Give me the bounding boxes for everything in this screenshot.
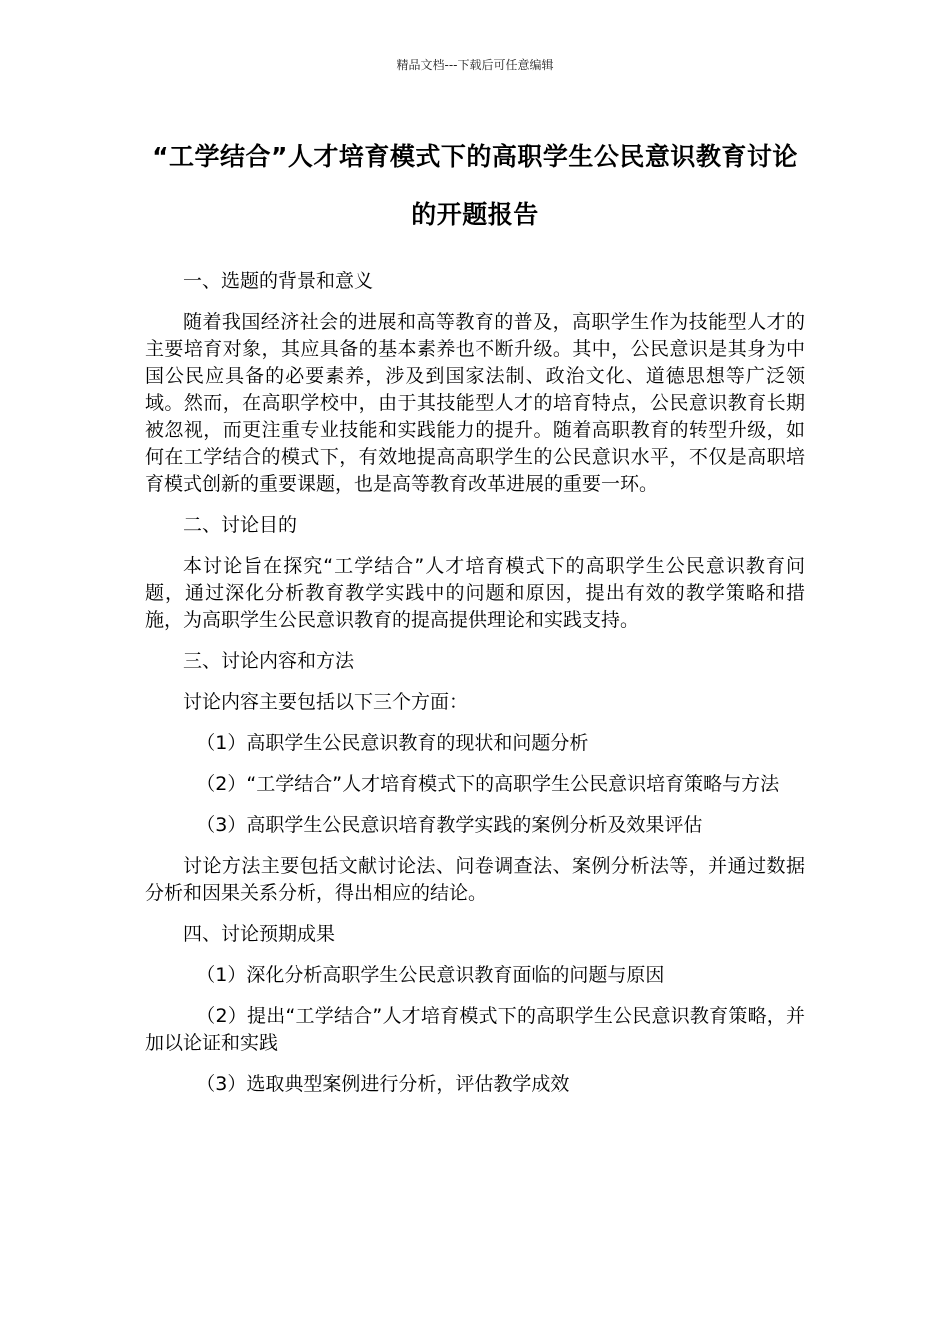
section-heading-purpose: 二、讨论目的 <box>183 514 298 536</box>
section-heading-content-method: 三、讨论内容和方法 <box>183 650 355 672</box>
list-item: （1）深化分析高职学生公民意识教育面临的问题与原因 <box>196 964 665 986</box>
document-title: “工学结合”人才培育模式下的高职学生公民意识教育讨论的开题报告 <box>152 142 798 229</box>
list-item: （2）“工学结合”人才培育模式下的高职学生公民意识培育策略与方法 <box>196 773 780 795</box>
paragraph-method: 讨论方法主要包括文献讨论法、问卷调查法、案例分析法等，并通过数据分析和因果关系分析，得出相应的结论。 <box>145 855 805 904</box>
paragraph-purpose: 本讨论旨在探究“工学结合”人才培育模式下的高职学生公民意识教育问题，通过深化分析教育教学实践中的问题和原因，提出有效的教学策略和措施，为高职学生公民意识教育的提高提供理论和实践支持。 <box>145 555 805 631</box>
section-heading-background: 一、选题的背景和意义 <box>183 270 374 292</box>
section-heading-expected-results: 四、讨论预期成果 <box>183 923 336 945</box>
paragraph-background: 随着我国经济社会的进展和高等教育的普及，高职学生作为技能型人才的主要培育对象，其应具备的基本素养也不断升级。其中，公民意识是其身为中国公民应具备的必要素养，涉及到国家法制、政治文化、道德思想等广泛领域。然而，在高职学校中，由于其技能型人才的培育特点，公民意识教育长期被忽视，而更注重专业技能和实践能力的提升。随着高职教育的转型升级，如何在工学结合的模式下，有效地提高高职学生的公民意识水平，不仅是高职培育模式创新的重要课题，也是高等教育改革进展的重要一环。 <box>145 311 805 495</box>
page-header: 精品文档---下载后可任意编辑 <box>396 58 554 72</box>
paragraph-content-intro: 讨论内容主要包括以下三个方面： <box>183 691 469 713</box>
list-item: （3）选取典型案例进行分析，评估教学成效 <box>196 1073 570 1095</box>
list-item: （3）高职学生公民意识培育教学实践的案例分析及效果评估 <box>196 814 703 836</box>
document-body <box>145 268 805 1112</box>
list-item: （2）提出“工学结合”人才培育模式下的高职学生公民意识教育策略，并加以论证和实践 <box>145 1005 805 1054</box>
list-item: （1）高职学生公民意识教育的现状和问题分析 <box>196 732 589 754</box>
